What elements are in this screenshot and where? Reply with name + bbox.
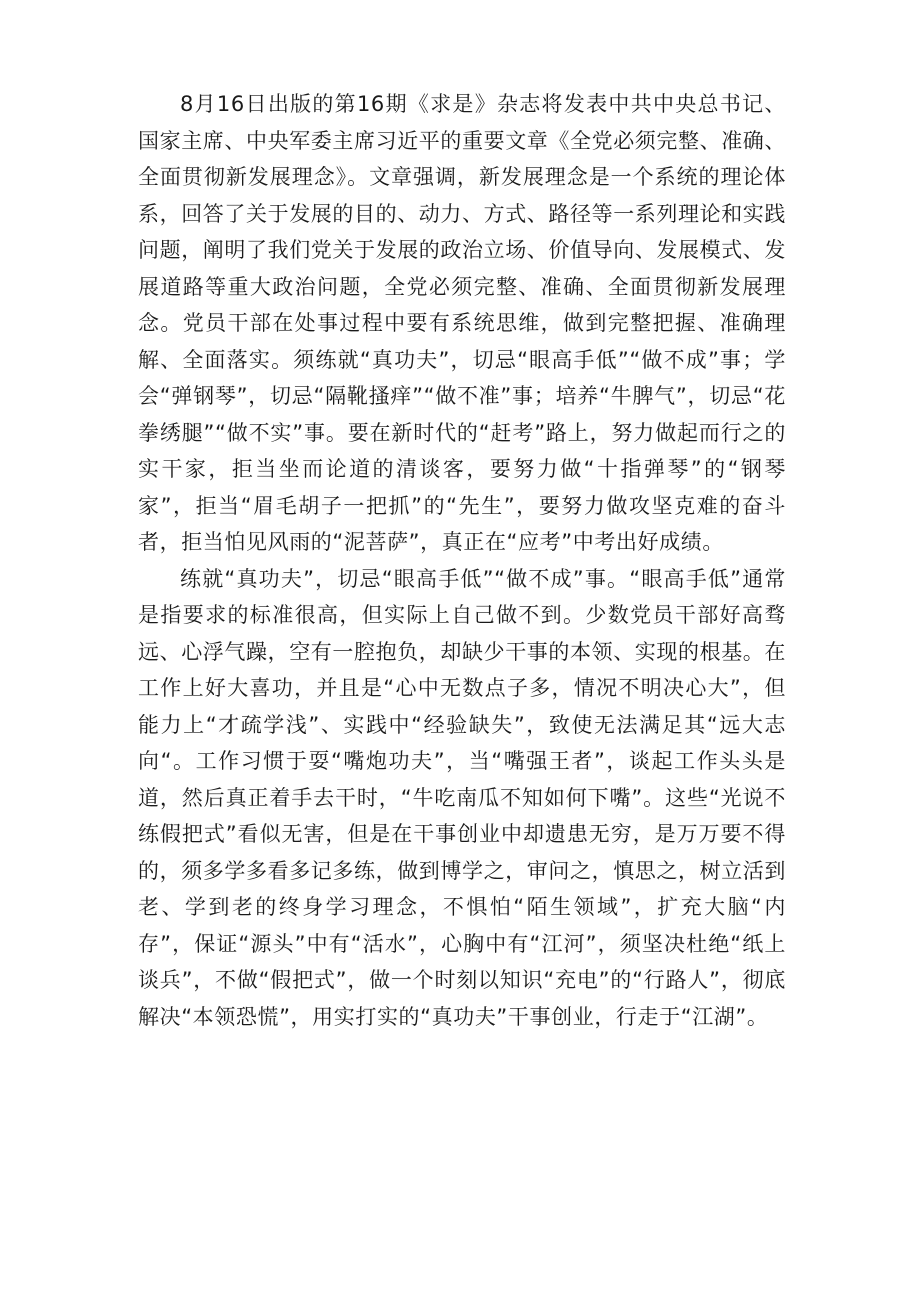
paragraph-true-skill: 练就“真功夫”，切忌“眼高手低”“做不成”事。“眼高手低”通常是指要求的标准很高，但实际上自己做不到。少数党员干部好高骛远、心浮气躁，空有一腔抱负，却缺少干事的本领、实现的根基。在工作上好大喜功，并且是“心中无数点子多，情况不明决心大”，但能力上“才疏学浅”、实践中“经验缺失”，致使无法满足其“远大志向“。工作习惯于耍“嘴炮功夫”，当“嘴强王者”，谈起工作头头是道，然后真正着手去干时，“牛吃南瓜不知如何下嘴”。这些“光说不练假把式”看似无害，但是在干事创业中却遗患无穷，是万万要不得的，须多学多看多记多练，做到博学之，审问之，慎思之，树立活到老、学到老的终身学习理念，不惧怕“陌生领域”，扩充大脑“内存”，保证“源头”中有“活水”，心胸中有“江河”，须坚决杜绝“纸上谈兵”，不做“假把式”，做一个时刻以知识“充电”的“行路人”，彻底解决“本领恐慌”，用实打实的“真功夫”干事创业，行走于“江湖”。 (138, 566, 786, 1029)
article-body (138, 86, 786, 1035)
paragraph-intro: 8月16日出版的第16期《求是》杂志将发表中共中央总书记、国家主席、中央军委主席习近平的重要文章《全党必须完整、准确、全面贯彻新发展理念》。文章强调，新发展理念是一个系统的理论体系，回答了关于发展的目的、动力、方式、路径等一系列理论和实践问题，阐明了我们党关于发展的政治立场、价值导向、发展模式、发展道路等重大政治问题，全党必须完整、准确、全面贯彻新发展理念。党员干部在处事过程中要有系统思维，做到完整把握、准确理解、全面落实。须练就“真功夫”，切忌“眼高手低”“做不成”事；学会“弹钢琴”，切忌“隔靴搔痒”“做不准”事；培养“牛脾气”，切忌“花拳绣腿”“做不实”事。要在新时代的“赶考”路上，努力做起而行之的实干家，拒当坐而论道的清谈客，要努力做“十指弹琴”的“钢琴家”，拒当“眉毛胡子一把抓”的“先生”，要努力做攻坚克难的奋斗者，拒当怕见风雨的“泥菩萨”，真正在“应考”中考出好成绩。 (138, 92, 786, 554)
